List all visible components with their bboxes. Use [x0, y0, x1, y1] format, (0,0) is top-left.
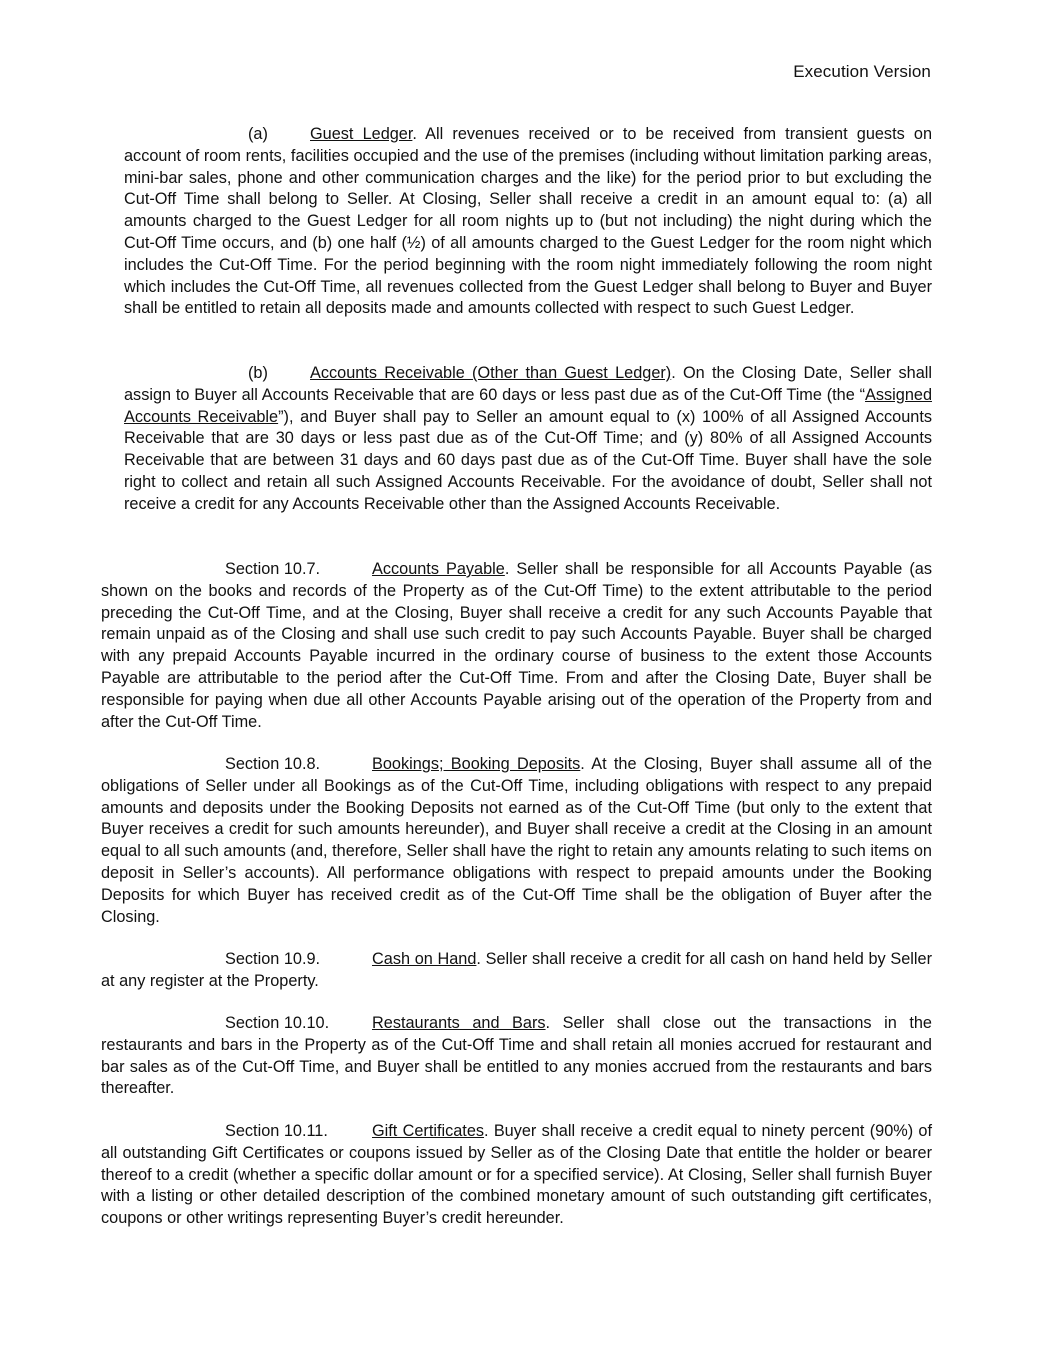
paragraph-label: (a) — [248, 125, 268, 143]
section-label: Section 10.9. — [225, 950, 321, 968]
defined-term: Assigned Accounts Receivable — [124, 385, 932, 426]
section-body: . Buyer shall receive a credit equal to ninety percent (90%) of all outstanding Gift Certificates or coupons issued by Seller as of the Closing Date that entitle the holder or bearer thereof to a credit (whether a specific dollar amount or for a specified service). At Closing, Seller shall furnish Buyer with a listing or other detailed description of the combined monetary amount of such outstanding gift certificates, coupons or other writings representing Buyer’s credit hereunder. — [101, 1122, 932, 1228]
section-heading: Gift Certificates — [372, 1122, 485, 1140]
section-heading: Restaurants and Bars — [372, 1014, 546, 1032]
section-10-8-bookings — [101, 754, 932, 928]
section-body: . At the Closing, Buyer shall assume all of the obligations of Seller under all Bookings as of the Cut-Off Time, including obligations with respect to any prepaid amounts and deposits under the Booking Deposits not earned as of the Cut-Off Time (but only to the extent that Buyer receives a credit for such amounts hereunder), and Buyer shall receive a credit at the Closing in an amount equal to all such amounts (and, therefore, Seller shall have the right to retain any amounts relating to such items on deposit in Seller’s accounts). All performance obligations with respect to prepaid amounts under the Booking Deposits for which Buyer has received credit as of the Cut-Off Time shall be the obligation of Buyer after the Closing. — [101, 755, 933, 926]
section-10-10-restaurants-bars — [101, 1013, 932, 1100]
section-heading: Cash on Hand — [372, 950, 477, 968]
section-10-9-cash-on-hand — [101, 949, 932, 993]
paragraph-body: . All revenues received or to be received from transient guests on account of room rents, facilities occupied and the use of the premises (including without limitation parking areas, mini-bar sales, phone and other communication charges and the like) for the period prior to but excluding the Cut-Off Time shall belong to Seller. At Closing, Seller shall receive a credit in an amount equal to: (a) all amounts charged to the Guest Ledger for all room nights up to (but not including) the night during which the Cut-Off Time occurs, and (b) one half (½) of all amounts charged to the Guest Ledger for the room night which includes the Cut-Off Time. For the period beginning with the room night immediately following the room night which includes the Cut-Off Time, all revenues collected from the Guest Ledger shall belong to Buyer and Buyer shall be entitled to retain all deposits made and amounts collected with respect to such Guest Ledger. — [124, 125, 932, 318]
section-label: Section 10.7. — [225, 560, 321, 578]
paragraph-heading: Accounts Receivable (Other than Guest Ledger) — [310, 364, 672, 382]
paragraph-heading: Guest Ledger — [310, 125, 413, 143]
section-heading: Bookings; Booking Deposits — [372, 755, 581, 773]
section-body: . Seller shall be responsible for all Accounts Payable (as shown on the books and records of the Property as of the Cut-Off Time) to the extent attributable to the period preceding the Cut-Off Time, and at the Closing, Buyer shall receive a credit for any such Accounts Payable that remain unpaid as of the Closing and shall use such credit to pay such Accounts Payable. Buyer shall be charged with any prepaid Accounts Payable incurred in the ordinary course of business to the extent those Accounts Payable are attributable to the period after the Cut-Off Time. From and after the Closing Date, Buyer shall be responsible for paying when due all other Accounts Payable arising out of the operation of the Property from and after the Cut-Off Time. — [101, 560, 932, 731]
section-10-7-accounts-payable — [101, 559, 932, 733]
execution-version-label: Execution Version — [793, 62, 931, 81]
paragraph-label: (b) — [248, 364, 268, 382]
paragraph-body-continued: ”), and Buyer shall pay to Seller an amount equal to (x) 100% of all Assigned Accounts Receivable that are 30 days or less past due as of the Cut-Off Time; and (y) 80% of all Assigned Accounts Receivable that are between 31 days and 60 days past due as of the Cut-Off Time. Buyer shall have the sole right to collect and retain all such Assigned Accounts Receivable. For the avoidance of doubt, Seller shall not receive a credit for any Accounts Receivable other than the Assigned Accounts Receivable. — [124, 407, 932, 513]
section-heading: Accounts Payable — [372, 560, 505, 578]
section-label: Section 10.11. — [225, 1122, 328, 1140]
paragraph-b-accounts-receivable — [124, 363, 932, 516]
section-label: Section 10.10. — [225, 1014, 330, 1032]
paragraph-body: . On the Closing Date, Seller shall assign to Buyer all Accounts Receivable that are 60 days or less past due as of the Cut-Off Time (the “ — [124, 364, 932, 404]
section-body: . Seller shall receive a credit for all cash on hand held by Seller at any register at the Property. — [101, 950, 932, 990]
section-label: Section 10.8. — [225, 755, 321, 773]
section-10-11-gift-certificates — [101, 1121, 932, 1230]
section-body: . Seller shall close out the transactions in the restaurants and bars in the Property as of the Cut-Off Time and shall retain all monies accrued for restaurant and bar sales as of the Cut-Off Time, and Buyer shall be entitled to any monies accrued from the restaurants and bars thereafter. — [101, 1014, 932, 1098]
paragraph-a-guest-ledger — [124, 124, 932, 320]
